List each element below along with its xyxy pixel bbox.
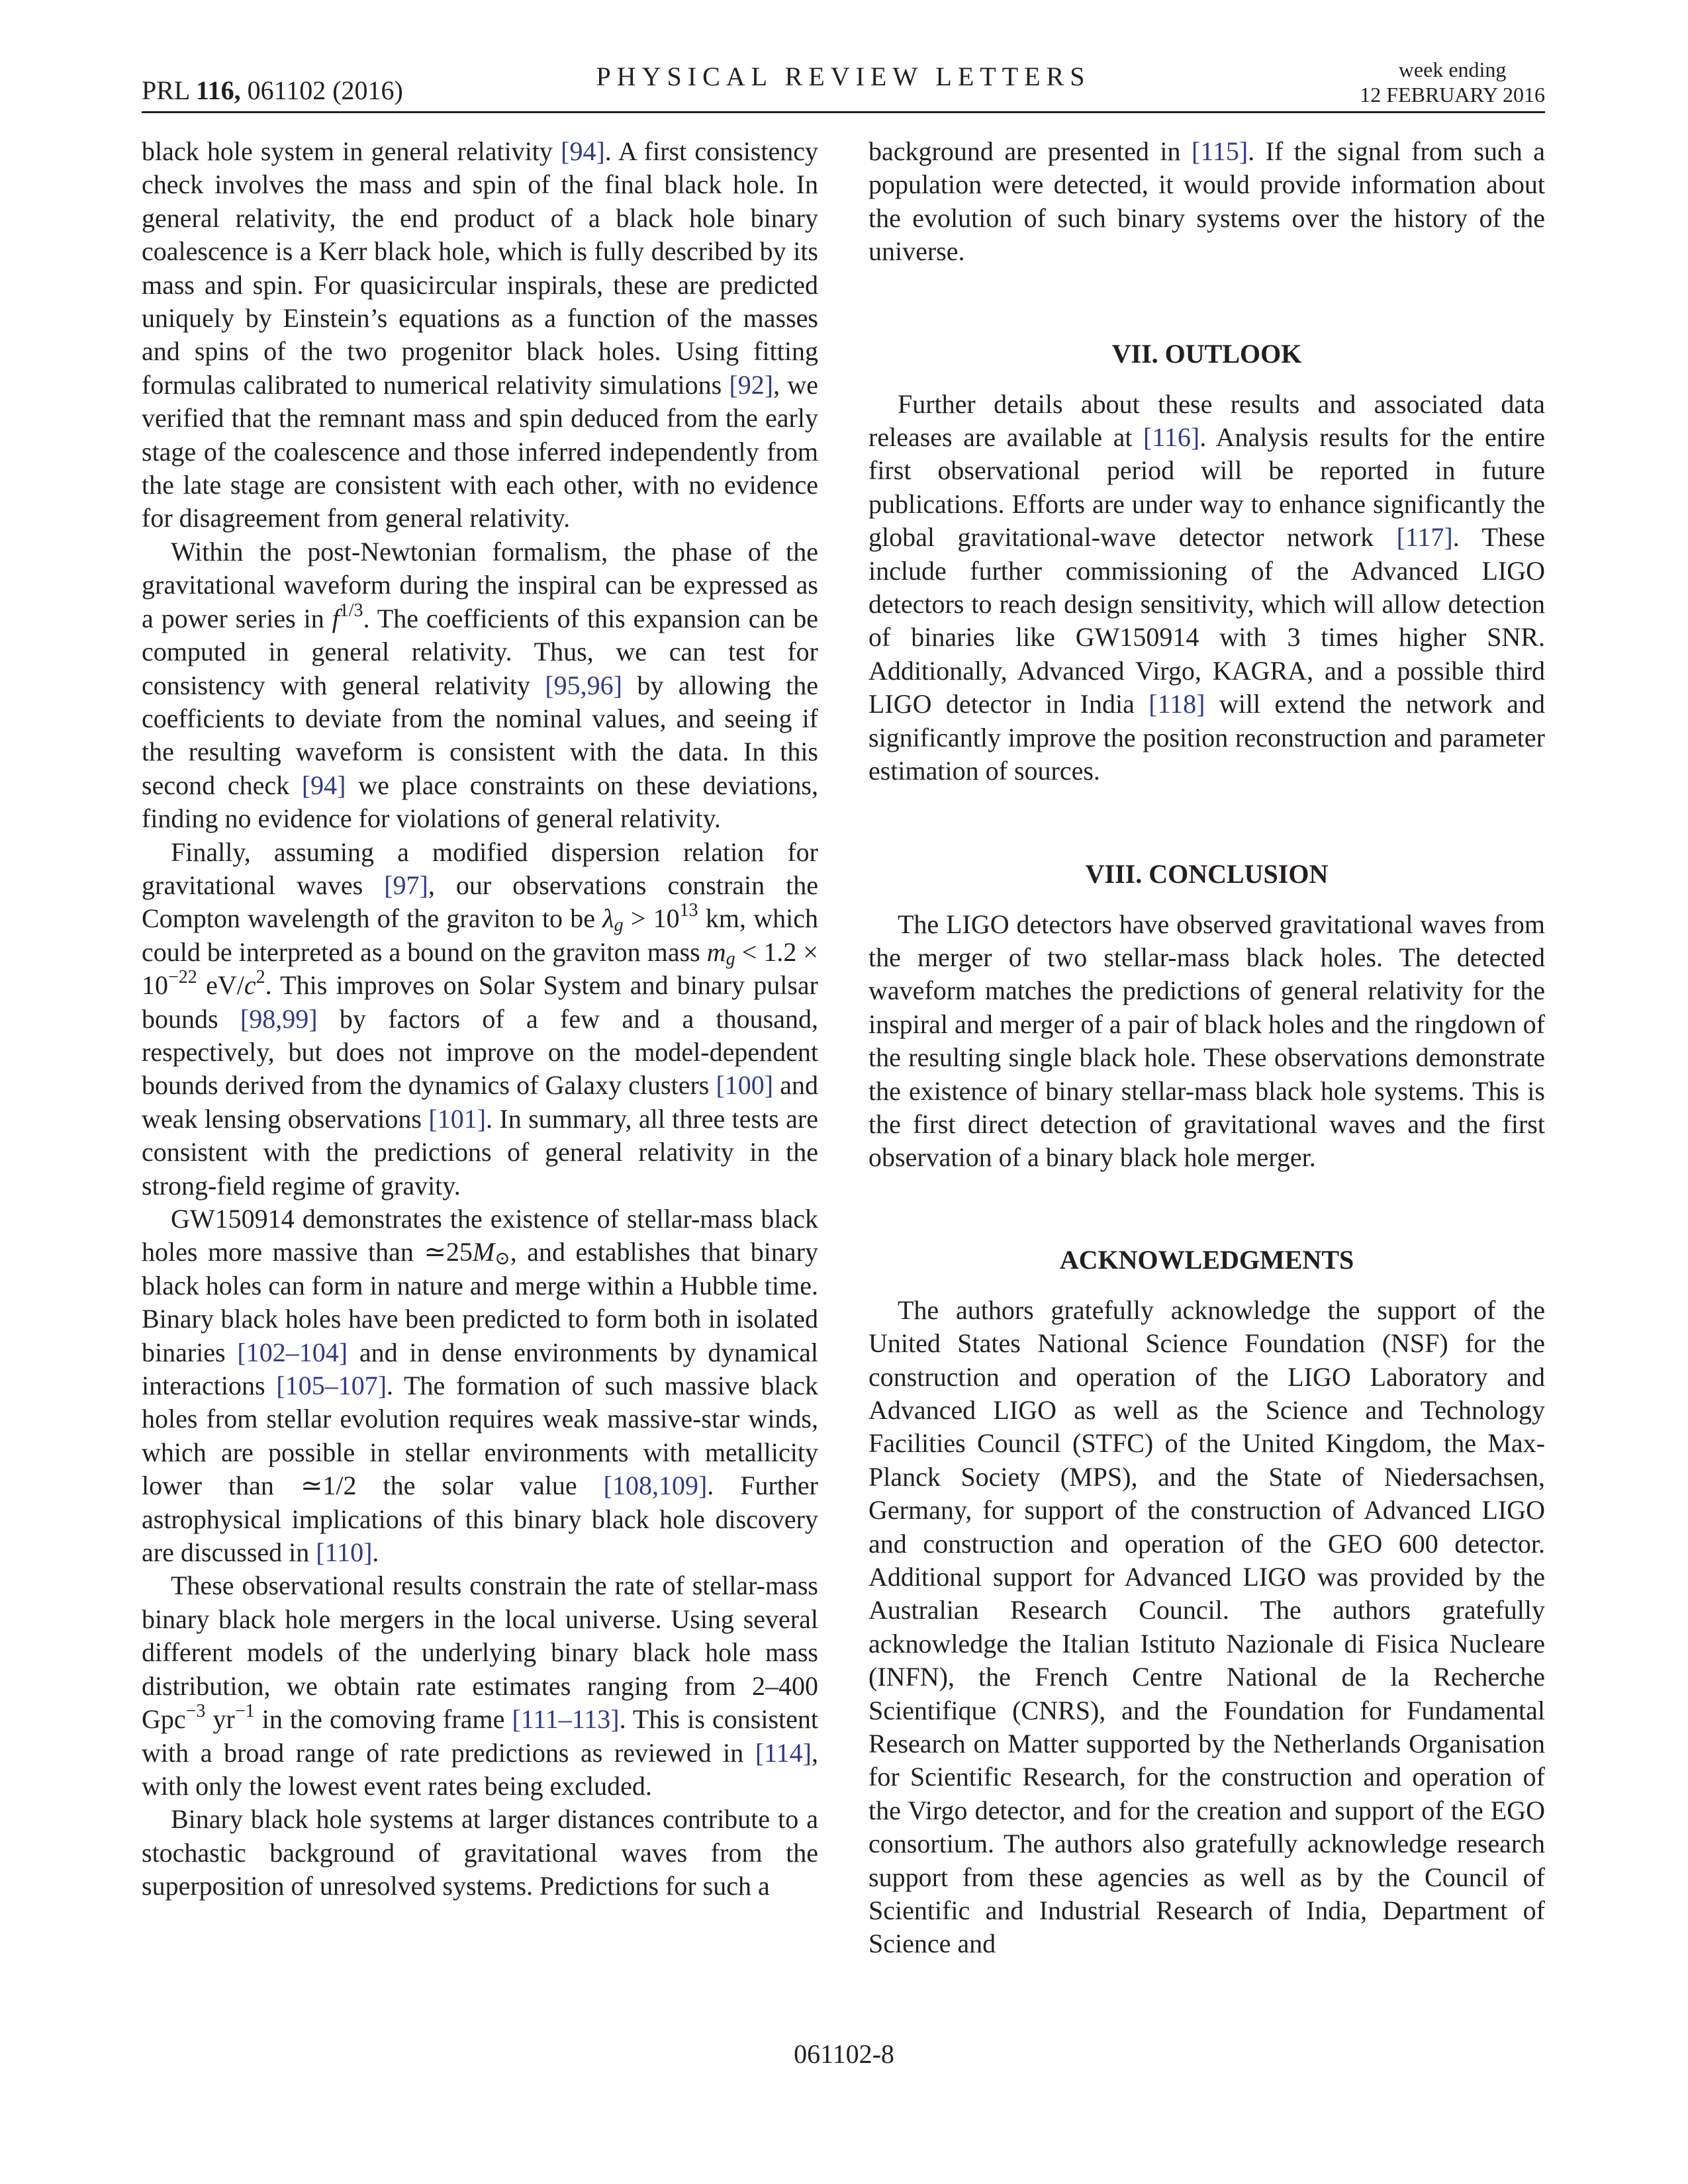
text: Finally, assuming a modified dispersion relation for gravitational waves: [142, 837, 818, 900]
math-symbol: λ: [602, 903, 614, 934]
superscript: 2: [256, 967, 265, 988]
math-symbol: m: [706, 936, 726, 967]
text: eV/: [197, 970, 244, 1001]
paragraph: The authors gratefully acknowledge the support of the United States National Science Foundation (NSF) for the construction and operation of the LIGO Laboratory and Advanced LIGO as well as the Science and Technology Facilities Council (STFC) of the United Kingdom, the Max-Planck Society (MPS), and the State of Niedersachsen, Germany, for support of the construction of Advanced LIGO and construction and operation of the GEO 600 detector. Additional support for Advanced LIGO was provided by the Australian Research Council. The authors gratefully acknowledge the Italian Istituto Nazionale di Fisica Nucleare (INFN), the French Centre National de la Recherche Scientifique (CNRS), and the Foundation for Fundamental Research on Matter supported by the Netherlands Organisation for Scientific Research, for the construction and operation of the Virgo detector, and for the creation and support of the EGO consortium. The authors also gratefully acknowledge research support from these agencies as well as by the Council of Scientific and Industrial Research of India, Department of Science and: [868, 1295, 1545, 1959]
text: background are presented in: [868, 136, 1192, 166]
subscript: g: [614, 915, 624, 936]
text: . If the signal from such a population were detected, it would provide information about the evolution of such binary systems over the history of the universe.: [868, 136, 1545, 267]
page-number: 061102-8: [794, 2039, 894, 2069]
citation-link[interactable]: [105–107]: [276, 1371, 387, 1401]
text: . The formation of such massive black holes from stellar evolution requires weak massive-star winds, which are possible in stellar environments with metallicity lower than ≃1/2 the solar value: [142, 1371, 819, 1501]
section-heading-acknowledgments: ACKNOWLEDGMENTS: [1059, 1244, 1354, 1275]
text: in the comoving frame: [254, 1704, 512, 1735]
paragraph: [142, 1203, 818, 1569]
citation-link[interactable]: [94]: [301, 770, 346, 800]
text: will extend the network and significantly improve the position reconstruction and parameter estimation of sources.: [868, 689, 1545, 786]
citation-link[interactable]: [100]: [716, 1070, 774, 1101]
math-symbol: f: [332, 603, 340, 633]
article-number: 061102: [247, 75, 326, 105]
superscript: −22: [168, 967, 197, 988]
text: > 10: [623, 903, 680, 934]
text: by factors of a few and a thousand, respectively, but does not improve on the model-dependent bounds derived from the dynamics of Galaxy clusters: [142, 1003, 818, 1101]
citation-link[interactable]: [117]: [1396, 522, 1453, 553]
paragraph: [142, 1569, 818, 1803]
paragraph: The LIGO detectors have observed gravitational waves from the merger of two stellar-mass black holes. The detected waveform matches the predictions of general relativity for the inspiral and merger of a pair of black holes and the ringdown of the resulting single black hole. These observations demonstrate the existence of binary stellar-mass black hole systems. This is the first direct detection of gravitational waves and the first observation of a binary black hole merger.: [868, 909, 1545, 1173]
issue-date: [1360, 57, 1545, 107]
journal-name: PHYSICAL REVIEW LETTERS: [596, 62, 1091, 91]
text: . This is consistent with a broad range of rate predictions as reviewed in: [142, 1704, 818, 1768]
paragraph: [868, 135, 1545, 269]
paragraph: [142, 135, 818, 535]
text: we place constraints on these deviations, finding no evidence for violations of general relativity.: [142, 770, 818, 834]
section-heading-conclusion: VIII. CONCLUSION: [1085, 858, 1329, 889]
volume: 116,: [195, 75, 241, 105]
text: km, which could be interpreted as a bound on the graviton mass: [142, 903, 818, 967]
text: Within the post-Newtonian formalism, the phase of the gravitational waveform during the inspiral can be expressed as a power series in: [142, 536, 818, 633]
citation-link[interactable]: [115]: [1192, 136, 1248, 166]
text: and in dense environments by dynamical interactions: [142, 1337, 818, 1401]
superscript: 1/3: [339, 600, 363, 621]
text: , and establishes that binary black holes can form in nature and merge within a Hubble time. Binary black holes have been predicted to form both in isolated binaries: [142, 1237, 818, 1367]
paragraph: [868, 388, 1545, 788]
text: , with only the lowest event rates being excluded.: [142, 1737, 818, 1801]
citation-link[interactable]: [97]: [384, 870, 428, 900]
text: , our observations constrain the Compton wavelength of the graviton to be: [142, 870, 819, 934]
paragraph: [142, 836, 818, 1203]
text: , we verified that the remnant mass and spin deduced from the early stage of the coalescence and those inferred independently from the late stage are consistent with each other, with no evidence for disagreement from general relativity.: [142, 369, 818, 533]
citation-link[interactable]: [111–113]: [512, 1704, 620, 1735]
text: .: [372, 1537, 379, 1568]
text: These observational results constrain the rate of stellar-mass binary black hole mergers in the local universe. Using several different models of the underlying binary black hole mass distribution, we obtain rate estimates ranging from 2–400 Gpc: [142, 1570, 818, 1735]
text: and weak lensing observations: [142, 1070, 818, 1134]
text: . Further astrophysical implications of this binary black hole discovery are discussed in: [142, 1471, 818, 1568]
citation-link[interactable]: [118]: [1149, 689, 1205, 719]
citation-link[interactable]: [114]: [755, 1737, 812, 1768]
text: GW150914 demonstrates the existence of stellar-mass black holes more massive than ≃25: [142, 1204, 818, 1267]
text: < 1.2 × 10: [142, 936, 818, 1001]
math-symbol: M: [472, 1237, 495, 1267]
right-column: [868, 135, 1545, 1961]
paragraph: [142, 1803, 818, 1903]
journal-abbrev: PRL: [142, 75, 189, 105]
text: Binary black hole systems at larger distances contribute to a stochastic background of gravitational waves from the superposition of unresolved systems. Predictions for such a: [142, 1804, 818, 1901]
citation-link[interactable]: [108,109]: [603, 1471, 708, 1501]
superscript: −3: [185, 1701, 206, 1722]
text: by allowing the coefficients to deviate from the nominal values, and seeing if the resulting waveform is consistent with the data. In this second check: [142, 670, 818, 800]
text: . In summary, all three tests are consistent with the predictions of general relativity in the strong-field regime of gravity.: [142, 1103, 818, 1201]
superscript: −1: [234, 1701, 255, 1722]
text: . Analysis results for the entire first observational period will be reported in future publications. Efforts are under way to enhance significantly the global gravitational-wave detector network: [868, 422, 1545, 553]
citation-link[interactable]: [102–104]: [237, 1337, 348, 1367]
text: Further details about these results and associated data releases are available at: [868, 388, 1545, 453]
paragraph: [142, 535, 818, 836]
text: . A first consistency check involves the mass and spin of the final black hole. In general relativity, the end product of a black hole binary coalescence is a Kerr black hole, which is fully described by its mass and spin. For quasicircular inspirals, these are predicted uniquely by Einstein’s equations as a function of the masses and spins of the two progenitor black holes. Using fitting formulas calibrated to numerical relativity simulations: [142, 136, 818, 400]
text: . The coefficients of this expansion can be computed in general relativity. Thus, we can test for consistency with general relativity: [142, 603, 818, 700]
citation-link[interactable]: [101]: [428, 1103, 487, 1134]
text: yr: [205, 1704, 235, 1735]
superscript: 13: [679, 900, 698, 921]
text: . This improves on Solar System and binary pulsar bounds: [142, 970, 818, 1034]
section-heading-outlook: VII. OUTLOOK: [1111, 338, 1302, 369]
math-symbol: c: [244, 970, 256, 1001]
left-column: [142, 135, 818, 1903]
text: . These include further commissioning of the Advanced LIGO detectors to reach design sensitivity, which will allow detection of binaries like GW150914 with 3 times higher SNR. Additionally, Advanced Virgo, KAGRA, and a possible third LIGO detector in India: [868, 522, 1545, 719]
text: black hole system in general relativity: [142, 136, 561, 166]
citation-link[interactable]: [110]: [316, 1537, 373, 1568]
running-header: [142, 57, 1545, 113]
citation-link[interactable]: [94]: [561, 136, 605, 166]
week-label: week ending: [1398, 58, 1507, 81]
citation-link[interactable]: [116]: [1143, 422, 1200, 453]
subscript: g: [726, 948, 735, 970]
citation-link[interactable]: [95,96]: [545, 670, 622, 700]
date: 12 FEBRUARY 2016: [1360, 83, 1545, 107]
year: (2016): [332, 75, 403, 105]
citation-link[interactable]: [92]: [729, 369, 774, 400]
citation-link[interactable]: [98,99]: [240, 1003, 318, 1034]
subscript: ⊙: [494, 1249, 510, 1269]
